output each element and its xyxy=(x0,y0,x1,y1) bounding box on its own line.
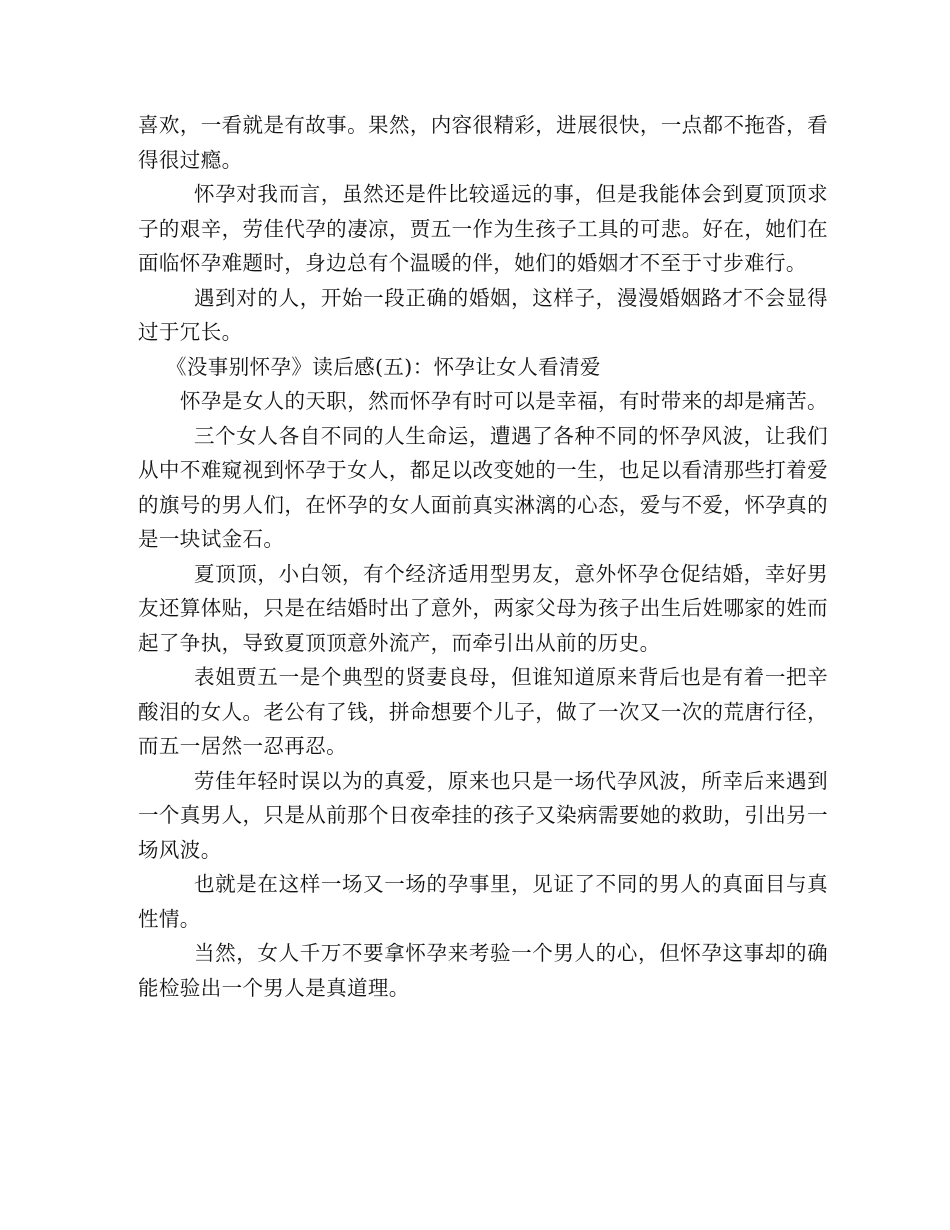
section-heading: 《没事别怀孕》读后感(五)：怀孕让女人看清爱 xyxy=(166,354,601,379)
paragraph: 也就是在这样一场又一场的孕事里，见证了不同的男人的真面目与真性情。 xyxy=(138,872,828,931)
paragraph: 三个女人各自不同的人生命运，遭遇了各种不同的怀孕风波，让我们从中不难窥视到怀孕于女人，都足以改变她的一生，也足以看清那些打着爱的旗号的男人们，在怀孕的女人面前真实淋漓的心态，爱与不爱，怀孕真的是一块试金石。 xyxy=(138,423,828,551)
paragraph: 怀孕是女人的天职，然而怀孕有时可以是幸福，有时带来的却是痛苦。 xyxy=(180,389,828,413)
paragraph: 遇到对的人，开始一段正确的婚姻，这样子，漫漫婚姻路才不会显得过于冗长。 xyxy=(138,285,828,344)
paragraph: 夏顶顶，小白领，有个经济适用型男友，意外怀孕仓促结婚，幸好男友还算体贴，只是在结婚时出了意外，两家父母为孩子出生后姓哪家的姓而起了争执，导致夏顶顶意外流产，而牵引出从前的历史。 xyxy=(138,561,828,655)
paragraph-continuation: 喜欢，一看就是有故事。果然，内容很精彩，进展很快，一点都不拖沓，看得很过瘾。 xyxy=(138,113,828,172)
document-page xyxy=(138,108,828,1005)
paragraph: 劳佳年轻时误以为的真爱，原来也只是一场代孕风波，所幸后来遇到一个真男人，只是从前那个日夜牵挂的孩子又染病需要她的救助，引出另一场风波。 xyxy=(138,768,828,862)
paragraph: 怀孕对我而言，虽然还是件比较遥远的事，但是我能体会到夏顶顶求子的艰辛，劳佳代孕的凄凉，贾五一作为生孩子工具的可悲。好在，她们在面临怀孕难题时，身边总有个温暖的伴，她们的婚姻才不至于寸步难行。 xyxy=(138,182,828,275)
paragraph: 表姐贾五一是个典型的贤妻良母，但谁知道原来背后也是有着一把辛酸泪的女人。老公有了钱，拼命想要个儿子，做了一次又一次的荒唐行径，而五一居然一忍再忍。 xyxy=(138,665,828,758)
paragraph: 当然，女人千万不要拿怀孕来考验一个男人的心，但怀孕这事却的确能检验出一个男人是真道理。 xyxy=(138,941,828,1000)
